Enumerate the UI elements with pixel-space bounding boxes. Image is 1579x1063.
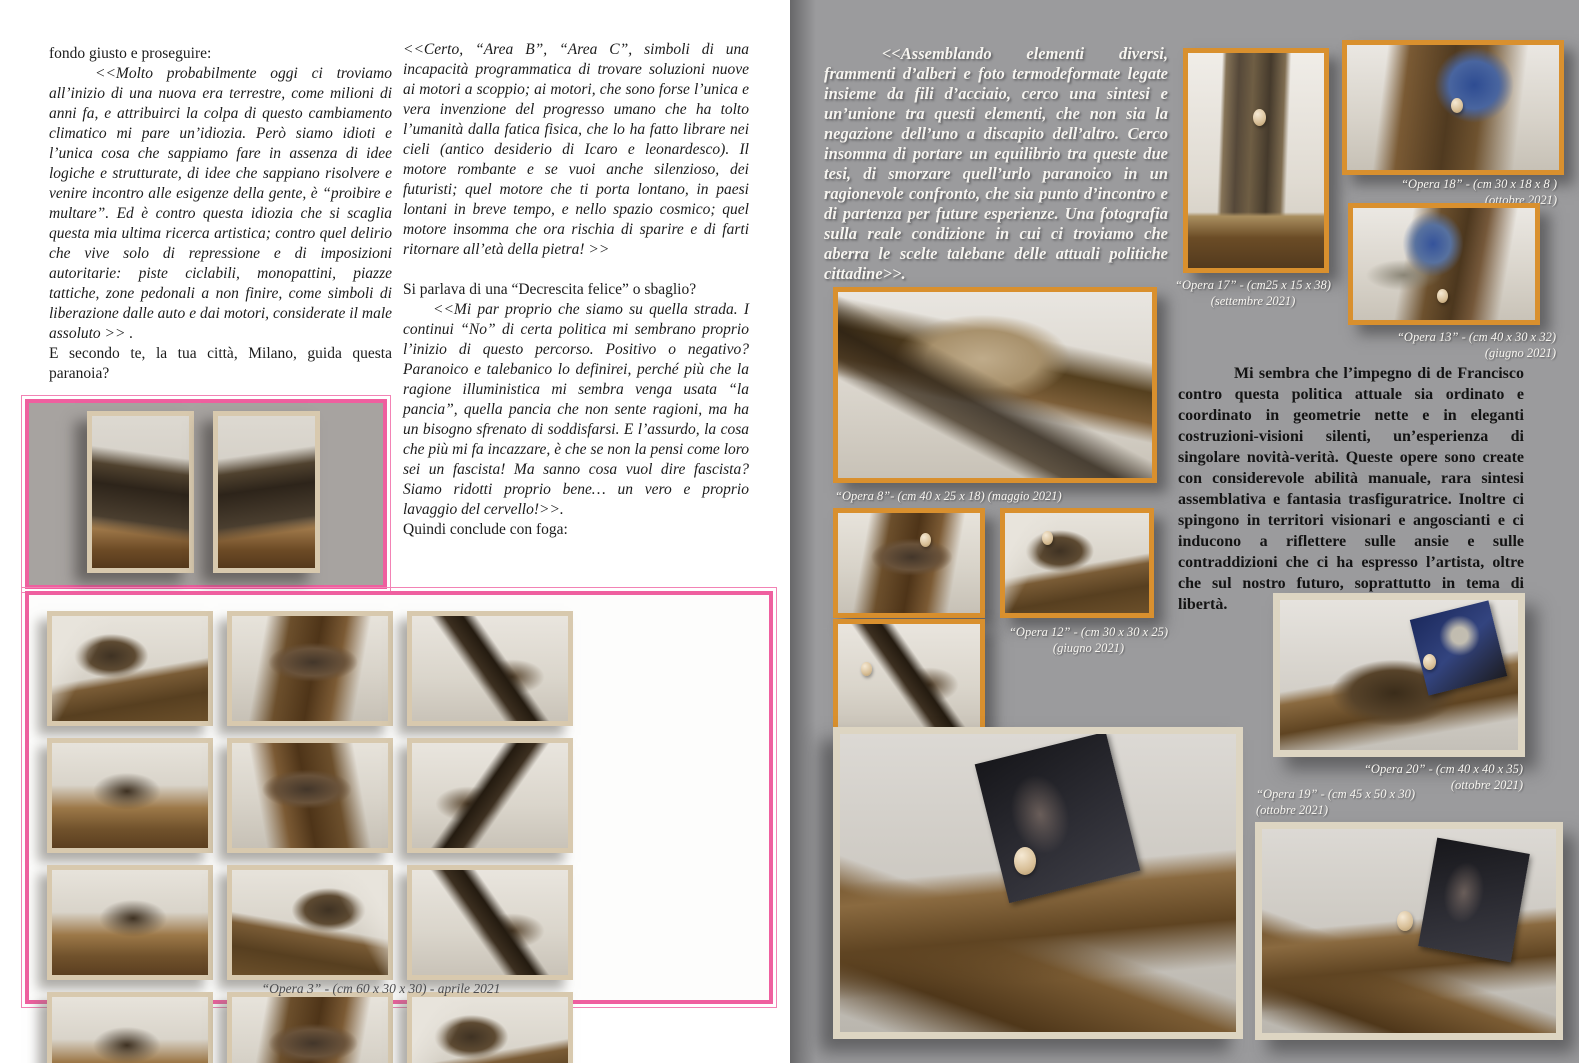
- artwork-photo-opera-20: [1273, 593, 1525, 757]
- grid-photo: [47, 738, 213, 853]
- paragraph-artist-statement: <<Assemblando elementi diversi, frammenti d’alberi e foto termodeformate legate insieme da fili d’acciaio, cerco una sintesi e un’unione tra questi elementi, che non sia la negazione dell’uno a discapito dell’altro. Cerco insomma di portare un equilibrio tra queste due tesi, di smorzare quell’urlo paranoico in un ragionevole confronto, che sia punto d’incontro e di partenza per future esperienze. Una fotografia sulla reale condizione in cui ci troviamo che aberra le scelte talebane delle attuali politiche cittadine>>.: [824, 44, 1168, 283]
- artwork-photo-opera-17: [1183, 48, 1329, 273]
- paragraph-quote-fascista: <<Mi par proprio che siamo su quella strada. I continui “No” di certa politica mi sembrano proprio l’inizio di questo percorso. Positivo o negativo? Paranoico e talebanico lo definirei, perché più che la ragione illuministica mi sembra venga usata “la pancia”, quella pancia che non sente ragioni, ma ha un bisogno sfrenato di soddisfarsi. E l’assurdo, la cosa che più mi fa incazzare, è che se non la pensi come loro sei un fascista! Ma sanno cosa vuol dire fascista? Siamo ridotti proprio bene… un vero e proprio lavaggio del cervello!>>.: [403, 301, 749, 518]
- sculpture-image: [52, 997, 208, 1063]
- artwork-photo-opera-8: [833, 287, 1157, 483]
- caption-text: “Opera 19” - (cm 45 x 50 x 30): [1256, 787, 1416, 801]
- grid-photo: [407, 738, 573, 853]
- caption-text: “Opera 3” - (cm 60 x 30 x 30) - aprile 2021: [261, 981, 501, 996]
- grid-photo: [407, 992, 573, 1063]
- sculpture-image: [838, 624, 980, 729]
- sculpture-image: [412, 743, 568, 848]
- grid-photo: [47, 992, 213, 1063]
- grid-photo: [227, 992, 393, 1063]
- paragraph-question-milano: E secondo te, la tua città, Milano, guida questa paranoia?: [49, 345, 392, 382]
- sculpture-image: [52, 743, 208, 848]
- sculpture-image: [232, 997, 388, 1063]
- caption-opera-17: [1173, 277, 1333, 309]
- paragraph-commentary: Mi sembra che l’impegno di de Francisco contro questa politica attuale sia ordinato e coordinato in geometrie nette e in eleganti costruzioni-visioni silenti, un’esperienza di singolare novità-verità. Queste opere sono create con considerevole abilità manuale, rara sintesi assemblativa e fantasia trasfiguratrice. Inoltre ci spingono in territori visionari e angoscianti e ci inducono a riflettere sulle ansie e sulle contraddizioni che ci ha espresso l’artista, oltre che sul nostro futuro, soprattutto in tema di libertà.: [1178, 365, 1524, 613]
- caption-opera-8: [835, 488, 1145, 504]
- left-column-1: [49, 44, 392, 384]
- paragraph-quote-motori: <<Certo, “Area B”, “Area C”, simboli di una incapacità programmatica di trovare soluzioni nuove ai motori a scoppio; ai motori, che sono forse l’unica e vera invenzione del progresso umano che ha tolto l’umanità dalla fatica fisica, che lo ha fatto librare nei cieli (antico desiderio di Icaro e leonardesco). Il motore rombante e se vuoi anche silenzioso, dei futuristi; quel motore che ti porta lontano, in paesi lontani in breve tempo, e nello spazio cosmico; quel motore insomma che ora rischia di sparire e di farti ritornare all’età della pietra! >>: [403, 41, 749, 258]
- commentary-block: [1178, 363, 1524, 615]
- sculpture-image: [838, 513, 980, 613]
- artwork-photo-opera-19-side: [1255, 822, 1563, 1040]
- caption-date: (giugno 2021): [1052, 641, 1125, 655]
- sculpture-image: [232, 616, 388, 721]
- artwork-photo-opera-19-main: [833, 727, 1243, 1039]
- caption-text: “Opera 17” - (cm25 x 15 x 38): [1175, 278, 1331, 292]
- artwork-photo-opera-12-a: [833, 508, 985, 618]
- sculpture-image: [412, 870, 568, 975]
- grid-photo: [227, 738, 393, 853]
- sculpture-image: [52, 616, 208, 721]
- pink-frame-opera3-grid: [25, 591, 773, 1004]
- sculpture-image: [1188, 53, 1324, 268]
- artwork-photo-opera-12-b: [1000, 508, 1154, 618]
- caption-opera-19: [1256, 786, 1446, 818]
- egg-element: [1437, 289, 1448, 303]
- sculpture-image: [838, 292, 1152, 478]
- thermoformed-photo-element: [1418, 838, 1530, 963]
- paragraph-question-decrescita: Si parlava di una “Decrescita felice” o sbaglio?: [403, 281, 697, 298]
- caption-opera-12: [986, 624, 1191, 656]
- caption-text: “Opera 20” - (cm 40 x 40 x 35): [1363, 762, 1523, 776]
- egg-element: [1397, 911, 1413, 931]
- paragraph-quote-climate: <<Molto probabilmente oggi ci troviamo all’inizio di una nuova era terrestre, come milioni di anni fa, e attribuirci la colpa di questo cambiamento climatico mi pare un’idiozia. Però siamo idioti e l’unica cosa che sappiamo fare in assenza di idee logiche e strutturate, di idee che sappiano risolvere e venire incontro alle esigenze della gente, è “proibire e multare”. Ed è contro questa idiozia che si scaglia questa mia ultima ricerca artistica; contro quel delirio che vive solo di repressione e di imposizioni autoritarie: piste ciclabili, monopattini, piazze tattiche, zone pedonali a non finire, come simboli di liberazione dalle auto e dai motori, considerate il male assoluto >> .: [49, 65, 392, 342]
- artwork-photo-opera-18: [1342, 40, 1564, 175]
- intro-quote-block: [824, 44, 1168, 284]
- sculpture-image: [1005, 513, 1149, 613]
- egg-element: [1451, 98, 1463, 113]
- sculpture-image: [92, 416, 189, 568]
- caption-opera-13: [1338, 329, 1556, 361]
- caption-date: (ottobre 2021): [1450, 778, 1523, 792]
- caption-opera-3: [25, 981, 737, 997]
- pink-frame-detail-photos: [25, 399, 387, 589]
- artwork-photo-opera-12-c: [833, 619, 985, 734]
- paragraph-lead: fondo giusto e proseguire:: [49, 45, 212, 62]
- sculpture-image: [412, 616, 568, 721]
- sculpture-image: [412, 997, 568, 1063]
- sculpture-image: [52, 870, 208, 975]
- grid-photo: [227, 611, 393, 726]
- artwork-photo-detail-2: [213, 411, 320, 573]
- caption-date: (giugno 2021): [1484, 346, 1556, 360]
- caption-text: “Opera 12” - (cm 30 x 30 x 25): [1008, 625, 1168, 639]
- artwork-photo-opera-13: [1348, 203, 1540, 325]
- page-right: [790, 0, 1579, 1063]
- sculpture-image: [232, 743, 388, 848]
- caption-date: (settembre 2021): [1210, 294, 1296, 308]
- caption-date: (ottobre 2021): [1484, 193, 1557, 207]
- grid-photo: [47, 865, 213, 980]
- sculpture-image: [218, 416, 315, 568]
- left-column-2: [403, 40, 749, 540]
- caption-text: “Opera 13” - (cm 40 x 30 x 32): [1396, 330, 1556, 344]
- caption-text: “Opera 8”- (cm 40 x 25 x 18) (maggio 2021): [835, 489, 1062, 503]
- egg-element: [861, 662, 872, 676]
- caption-date: (ottobre 2021): [1256, 803, 1329, 817]
- sculpture-image: [1353, 208, 1535, 320]
- paragraph-closing: Quindi conclude con foga:: [403, 521, 568, 538]
- grid-photo: [47, 611, 213, 726]
- grid-photo: [407, 865, 573, 980]
- sculpture-image: [232, 870, 388, 975]
- grid-photo: [407, 611, 573, 726]
- caption-text: “Opera 18” - (cm 30 x 18 x 8 ): [1401, 177, 1557, 191]
- grid-photo: [227, 865, 393, 980]
- artwork-photo-detail-1: [87, 411, 194, 573]
- egg-element: [1423, 654, 1436, 670]
